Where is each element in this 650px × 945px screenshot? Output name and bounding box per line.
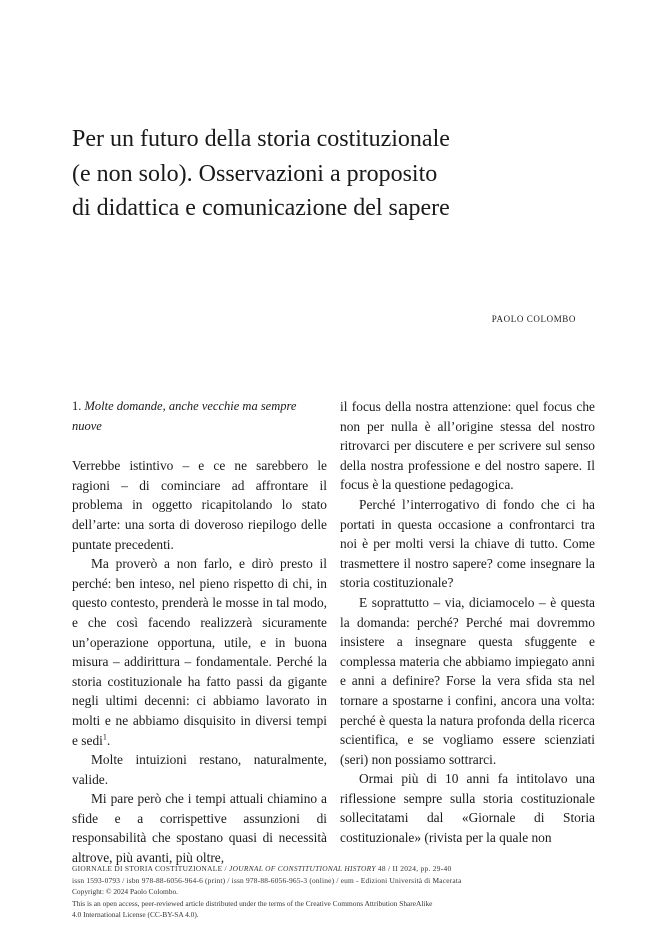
body-paragraph: il focus della nostra attenzione: quel focus che non per nulla è all’origine stessa del nostro ritrovarci per discutere e per scrivere sul senso della nostra professione e del nostro sapere. Il focus è la questione pedagogica. xyxy=(340,399,595,493)
journal-info xyxy=(72,863,592,875)
license-line: 4.0 International License (CC-BY-SA 4.0). xyxy=(72,910,199,919)
right-column xyxy=(340,397,595,848)
section-title: Molte domande, anche vecchie ma sempre nuove xyxy=(72,399,297,433)
section-number: 1. xyxy=(72,399,82,413)
title-line: Per un futuro della storia costituzionale xyxy=(72,126,450,152)
page-footer xyxy=(72,863,592,921)
paragraph-text: Ma proverò a non farlo, e dirò presto il perché: ben inteso, nel pieno rispetto di chi, in questo contesto, prenderà le mosse in tal modo, e che così facendo realizzerà sicuramente un’operazione opportuna, utile, e in buona misura – addirittura – fondamentale. Perché la storia costituzionale ha fatto passi da gigante negli ultimi decenni: ci abbiamo lavorato in molti e ne abbiamo disquisito in diversi tempi e sedi xyxy=(72,556,327,748)
title-line: di didattica e comunicazione del sapere xyxy=(72,195,450,221)
footnote-ref[interactable]: 1 xyxy=(102,732,107,742)
body-paragraph: Molte intuizioni restano, naturalmente, valide. xyxy=(72,752,327,787)
article-title xyxy=(72,122,572,226)
left-column xyxy=(72,397,327,868)
journal-issue: 48 / II 2024, pp. 29-40 xyxy=(375,864,452,873)
journal-subtitle: JOURNAL OF CONSTITUTIONAL HISTORY xyxy=(229,864,376,873)
author-name: PAOLO COLOMBO xyxy=(491,314,576,324)
body-paragraph: Perché l’interrogativo di fondo che ci ha portati in questa occasione a confrontarci tra noi è per molti versi la chiave di tutto. Come trasmettere il nostro sapere? come insegnare la storia costituzionale? xyxy=(340,496,595,591)
copyright-line: Copyright: © 2024 Paolo Colombo. xyxy=(72,887,179,896)
title-line: (e non solo). Osservazioni a proposito xyxy=(72,160,438,187)
body-paragraph: Ormai più di 10 anni fa intitolavo una riflessione sempre sulla storia costituzionale sollecitatami dal «Giornale di Storia costituzionale» (rivista per la quale non xyxy=(340,771,595,846)
body-paragraph: Verrebbe istintivo – e ce ne sarebbero le ragioni – di cominciare ad affrontare il problema in oggetto ricapitolando lo stato dell’arte: una sorta di doveroso riepilogo delle puntate precedenti. xyxy=(72,458,327,552)
paragraph-end: . xyxy=(106,732,111,748)
body-paragraph: E soprattutto – via, diciamocelo – è questa la domanda: perché? Perché mai dovremmo insistere a insegnare questa sfuggente e complessa materia che abbiamo impiegato anni e anni a definire? Forse la vera sfida sta nel tornare a spostarne i confini, ancora una volta: perché è questa la natura profonda della ricerca scientifica, e se vogliamo essere scienziati (seri) non possiamo sottrarci. xyxy=(340,594,595,767)
body-paragraph: Mi pare però che i tempi attuali chiamino a sfide e a corrispettive assunzioni di responsabilità che spostano quasi di necessità altrove, più avanti, più oltre, xyxy=(72,791,327,866)
journal-name: GIORNALE DI STORIA COSTITUZIONALE / xyxy=(72,864,230,873)
issn-line: issn 1593-0793 / isbn 978-88-6056-964-6 (print) / issn 978-88-6056-965-3 (online) / eum - Edizioni Università di Macerata xyxy=(72,875,462,885)
license-line: This is an open access, peer-reviewed article distributed under the terms of the Creative Commons Attribution ShareAlike xyxy=(72,898,433,908)
section-heading xyxy=(72,397,327,436)
body-paragraph xyxy=(72,554,327,750)
